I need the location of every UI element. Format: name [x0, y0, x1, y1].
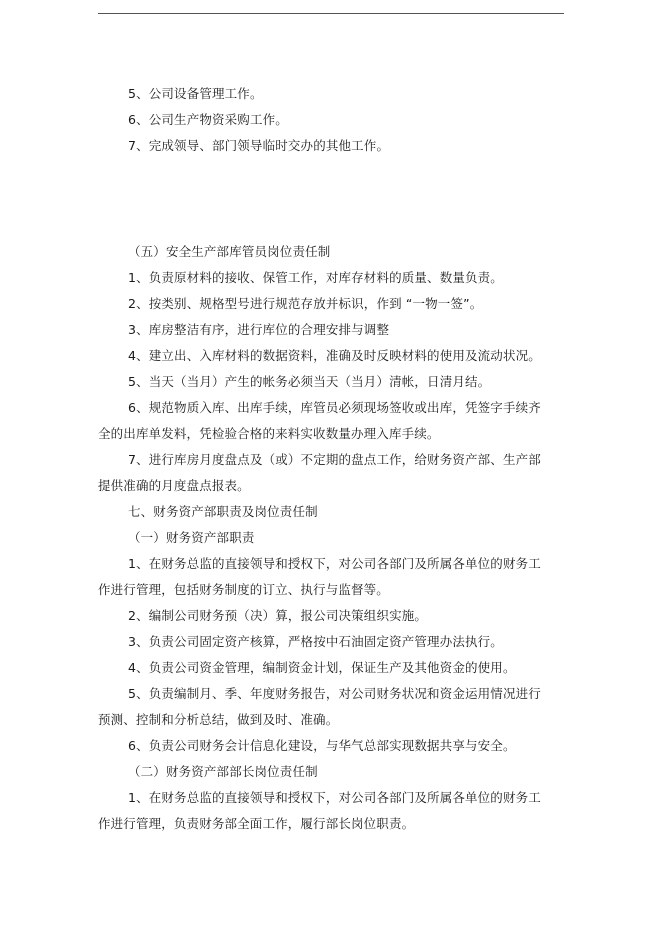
text-line: 全的出库单发料，凭检验合格的来料实收数量办理入库手续。 — [98, 426, 440, 441]
text-line: 提供准确的月度盘点报表。 — [98, 478, 250, 493]
header-rule — [98, 13, 564, 14]
subsection-heading: （二）财务资产部部长岗位责任制 — [128, 764, 318, 779]
text-line: 3、库房整洁有序，进行库位的合理安排与调整 — [128, 322, 390, 337]
text-line: 作进行管理，包括财务制度的订立、执行与监督等。 — [98, 582, 389, 597]
text-line: 2、编制公司财务预（决）算，报公司决策组织实施。 — [128, 608, 428, 623]
text-line: 4、负责公司资金管理，编制资金计划，保证生产及其他资金的使用。 — [128, 660, 516, 675]
subsection-heading: （一）财务资产部职责 — [128, 530, 255, 545]
text-line: 4、建立出、入库材料的数据资料，准确及时反映材料的使用及流动状况。 — [128, 348, 541, 363]
text-line: 5、公司设备管理工作。 — [128, 86, 263, 101]
text-line: 3、负责公司固定资产核算，严格按中石油固定资产管理办法执行。 — [128, 634, 503, 649]
text-line: 5、负责编制月、季、年度财务报告，对公司财务状况和资金运用情况进行 — [128, 686, 541, 701]
text-line: 1、负责原材料的接收、保管工作，对库存材料的质量、数量负责。 — [128, 270, 503, 285]
section-heading: 七、财务资产部职责及岗位责任制 — [128, 504, 318, 519]
text-line: 1、在财务总监的直接领导和授权下，对公司各部门及所属各单位的财务工 — [128, 556, 541, 571]
text-line: 1、在财务总监的直接领导和授权下，对公司各部门及所属各单位的财务工 — [128, 790, 541, 805]
section-heading: （五）安全生产部库管员岗位责任制 — [128, 244, 331, 259]
text-line: 6、负责公司财务会计信息化建设，与华气总部实现数据共享与安全。 — [128, 738, 516, 753]
text-line: 7、完成领导、部门领导临时交办的其他工作。 — [128, 138, 390, 153]
text-line: 6、规范物质入库、出库手续，库管员必须现场签收或出库，凭签字手续齐 — [128, 400, 541, 415]
text-line: 2、按类别、规格型号进行规范存放并标识，作到 “一物一签”。 — [128, 296, 483, 311]
text-line: 作进行管理，负责财务部全面工作，履行部长岗位职责。 — [98, 816, 415, 831]
text-line: 5、当天（当月）产生的帐务必须当天（当月）清帐，日清月结。 — [128, 374, 491, 389]
text-line: 预测、控制和分析总结，做到及时、准确。 — [98, 712, 339, 727]
text-line: 6、公司生产物资采购工作。 — [128, 112, 288, 127]
text-line: 7、进行库房月度盘点及（或）不定期的盘点工作，给财务资产部、生产部 — [128, 452, 541, 467]
